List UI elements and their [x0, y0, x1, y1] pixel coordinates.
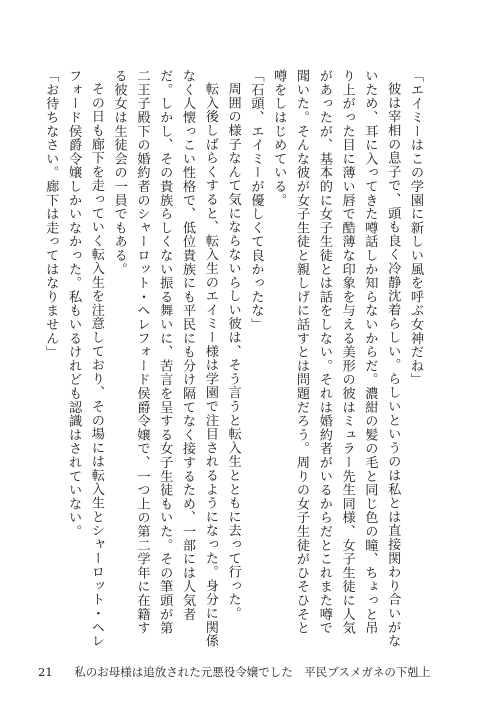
page-number: 21	[38, 665, 53, 679]
narration-paragraph: 周囲の様子なんて気にならないらしい彼は、そう言うと転入生とともに去って行った。	[225, 82, 241, 621]
book-title: 私のお母様は追放された元悪役令嬢でした 平民ブスメガネの下剋上	[74, 665, 431, 679]
vertical-body-text	[43, 63, 426, 648]
dialogue-paragraph: 「石頭、エイミーが優しくて良かったな」	[248, 69, 264, 332]
narration-paragraph: 彼は宰相の息子で、頭も良く冷静沈着らしい。らしいというのは私とは直接関わり合いがないため、耳に入ってきた噂話しか知らないからだ。濃紺の髪の毛と同じ色の瞳、ちょっと吊り上がった目に薄い唇で酷薄な印象を与える美形の彼はミュラー先生同様、女子生徒に人気があったが、基本的に女子生徒とは話をしない。それは婚約者がいるからだとこれまた噂で聞いた。そんな彼が女子生徒と親しげに話すとは問題だろう。周りの女子生徒がひそひそと噂をしはじめている。	[271, 69, 401, 648]
narration-paragraph: 転入後しばらくすると、転入生のエイミー様は学園で注目されるようになった。身分に関係なく人懐っこい性格で、低位貴族にも平民にも分け隔てなく接するため、一部には人気者だ。しかし、その貴族らしくない振る舞いに、苦言を呈する女子生徒もいた。その筆頭が第二王子殿下の婚約者のシャーロット・ヘレフォード侯爵令嬢で、一つ上の第二学年に在籍する彼女は生徒会の一員でもある。	[111, 69, 218, 648]
dialogue-paragraph: 「エイミーはこの学園に新しい風を呼ぶ女神だね」	[408, 69, 423, 387]
page-footer	[38, 664, 430, 680]
dialogue-paragraph: 「お待ちなさい。廊下は走ってはなりません」	[43, 69, 59, 359]
narration-paragraph: その日も廊下を走っていく転入生を注意しており、その場には転入生とシャーロット・ヘレフォード侯爵令嬢しかいなかった。私もいるけれども認識はされていない。	[66, 69, 104, 648]
